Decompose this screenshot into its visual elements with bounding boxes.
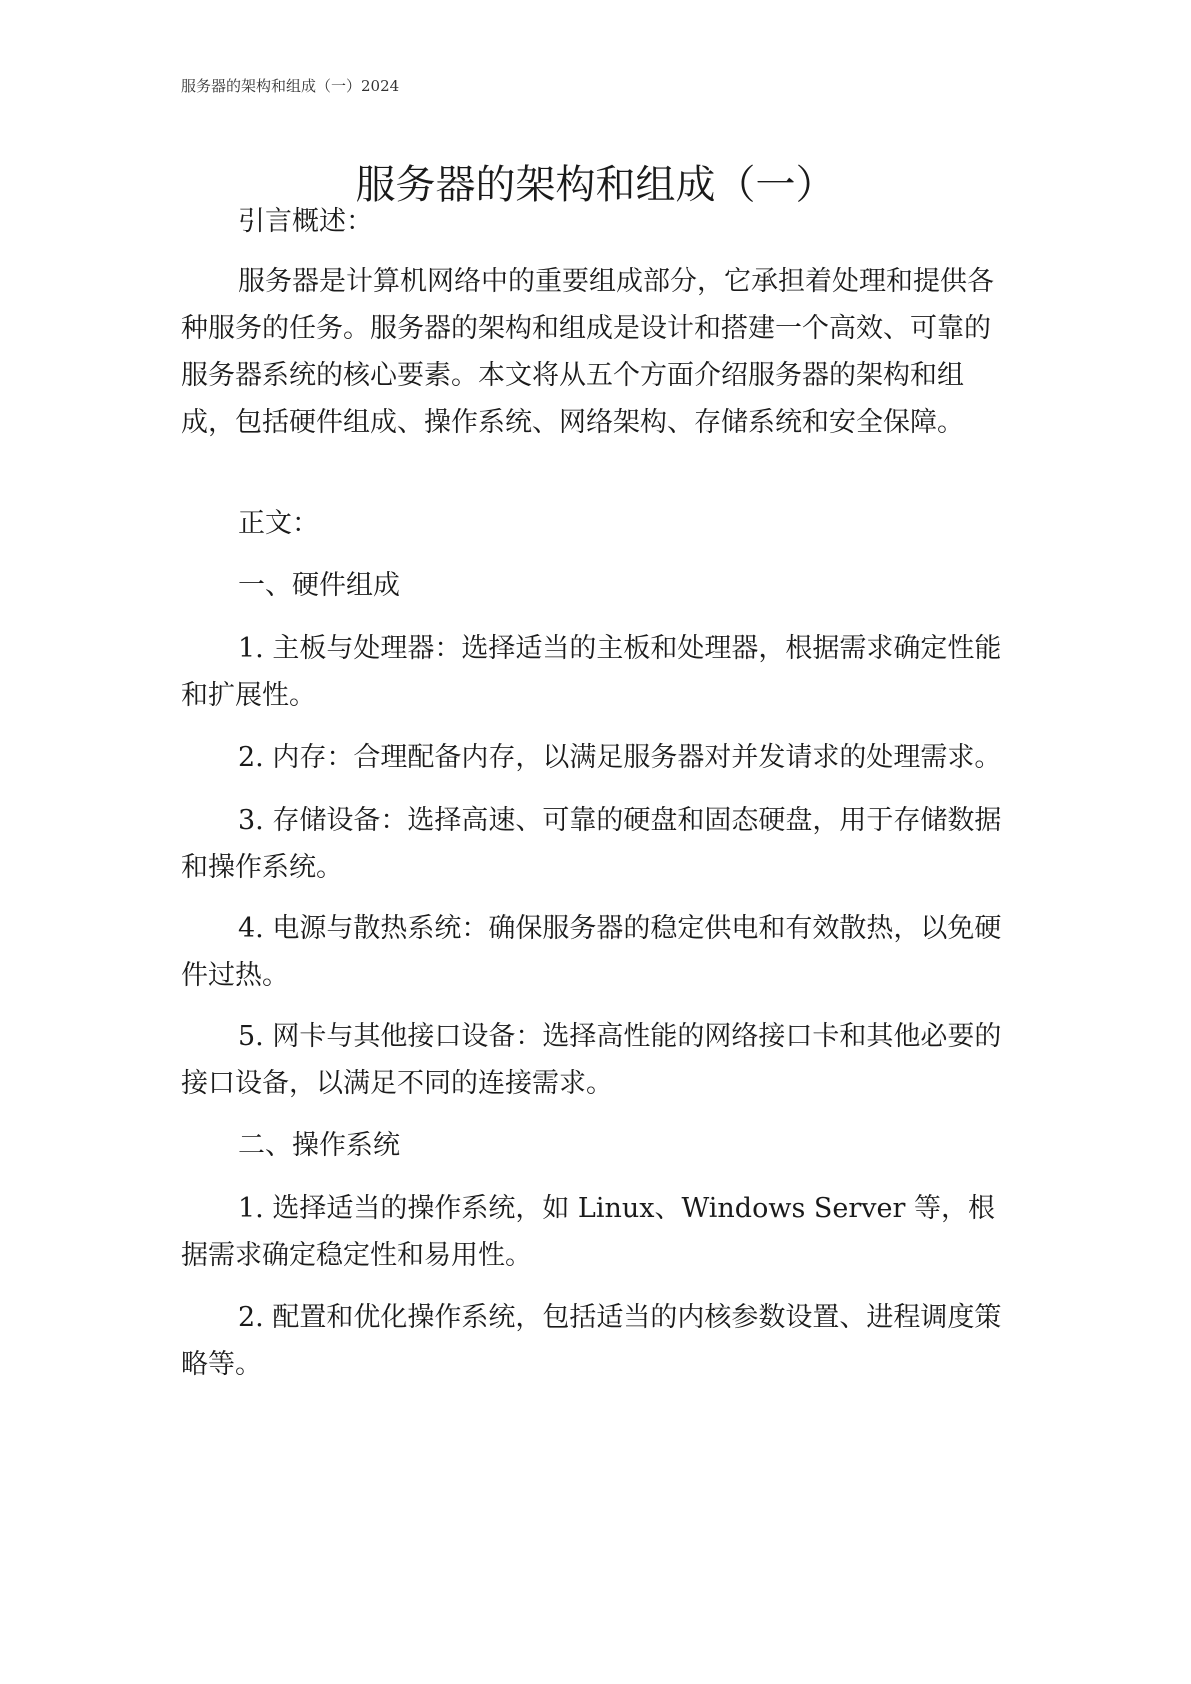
os-item-1: 1. 选择适当的操作系统，如 Linux、Windows Server 等，根据需求确定稳定性和易用性。 (181, 1193, 995, 1271)
os-item-2: 2. 配置和优化操作系统，包括适当的内核参数设置、进程调度策略等。 (181, 1302, 1002, 1380)
intro-heading: 引言概述： (238, 206, 373, 237)
hardware-item-1: 1. 主板与处理器：选择适当的主板和处理器，根据需求确定性能和扩展性。 (181, 633, 1002, 711)
running-header: 服务器的架构和组成（一）2024 (181, 77, 400, 95)
section-heading-hardware: 一、硬件组成 (238, 570, 400, 601)
hardware-item-2: 2. 内存：合理配备内存，以满足服务器对并发请求的处理需求。 (238, 742, 1002, 773)
hardware-item-4: 4. 电源与散热系统：确保服务器的稳定供电和有效散热，以免硬件过热。 (181, 913, 1002, 991)
hardware-item-3: 3. 存储设备：选择高速、可靠的硬盘和固态硬盘，用于存储数据和操作系统。 (181, 805, 1002, 883)
body-heading: 正文： (238, 508, 319, 539)
hardware-item-5: 5. 网卡与其他接口设备：选择高性能的网络接口卡和其他必要的接口设备，以满足不同的连接需求。 (181, 1021, 1002, 1099)
document-title: 服务器的架构和组成（一） (355, 161, 836, 208)
intro-paragraph: 服务器是计算机网络中的重要组成部分，它承担着处理和提供各种服务的任务。服务器的架构和组成是设计和搭建一个高效、可靠的服务器系统的核心要素。本文将从五个方面介绍服务器的架构和组成，包括硬件组成、操作系统、网络架构、存储系统和安全保障。 (181, 266, 994, 438)
section-heading-os: 二、操作系统 (238, 1130, 400, 1161)
